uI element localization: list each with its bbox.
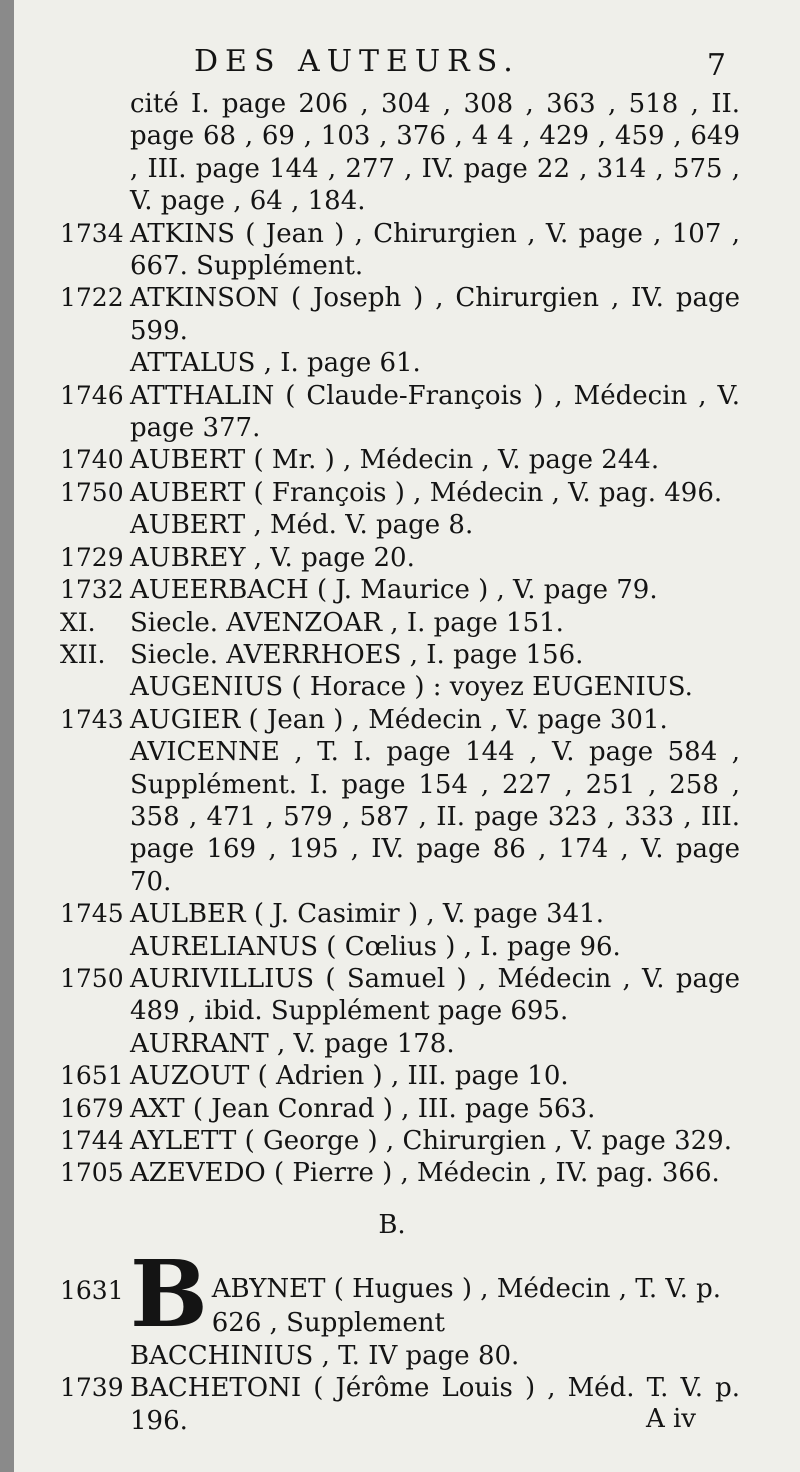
entry-year: 1734 (60, 218, 124, 248)
entry-text: Siecle. AVENZOAR , I. page 151. (130, 607, 564, 638)
index-entry (14, 88, 800, 218)
running-header (14, 44, 800, 84)
entry-text: AXT ( Jean Conrad ) , III. page 563. (130, 1093, 596, 1124)
index-entry (14, 607, 800, 639)
entry-year: XII. (60, 639, 106, 669)
entry-text: AULBER ( J. Casimir ) , V. page 341. (130, 899, 604, 930)
entry-text: AUEERBACH ( J. Maurice ) , V. page 79. (130, 575, 658, 606)
entry-text: ATTHALIN ( Claude-François ) , Médecin , V. page 377. (130, 380, 740, 444)
entry-year: 1651 (60, 1061, 124, 1091)
entry-text: BACCHINIUS , T. IV page 80. (130, 1340, 520, 1371)
entry-text: AUGIER ( Jean ) , Médecin , V. page 301. (130, 704, 668, 735)
entry-text: BACHETONI ( Jérôme Louis ) , Méd. T. V. p. 196. (130, 1373, 740, 1436)
index-entry (14, 218, 800, 283)
index-entry (14, 1340, 800, 1372)
author-index-list (14, 88, 800, 1437)
entry-text: AUBERT , Méd. V. page 8. (130, 510, 474, 541)
entry-year: 1739 (60, 1373, 124, 1403)
entry-year: 1746 (60, 380, 124, 410)
index-entry (14, 574, 800, 606)
index-entry (14, 898, 800, 930)
index-entry (14, 1028, 800, 1060)
entry-text: AURIVILLIUS ( Samuel ) , Médecin , V. page 489 , ibid. Supplément page 695. (130, 963, 740, 1027)
page-number: 7 (706, 48, 726, 83)
entry-text: ATKINS ( Jean ) , Chirurgien , V. page , 107 , 667. Supplément. (130, 218, 740, 282)
index-entry (14, 704, 800, 736)
entry-year: 1740 (60, 445, 124, 475)
entry-year: 1745 (60, 899, 124, 929)
book-page (14, 0, 800, 1472)
entry-year: XI. (60, 607, 96, 637)
entry-year: 1743 (60, 704, 124, 734)
entry-text: AUGENIUS ( Horace ) : voyez EUGENIUS. (130, 672, 693, 703)
entry-text: AUBREY , V. page 20. (130, 542, 415, 573)
entry-text: AURRANT , V. page 178. (130, 1028, 455, 1059)
index-entry (14, 347, 800, 379)
index-entry (14, 1125, 800, 1157)
entry-text: AURELIANUS ( Cœlius ) , I. page 96. (130, 931, 621, 962)
entry-year: 1729 (60, 542, 124, 572)
entry-text: AUZOUT ( Adrien ) , III. page 10. (130, 1061, 569, 1092)
index-entry (14, 931, 800, 963)
entry-text: ATKINSON ( Joseph ) , Chirurgien , IV. page 599. (130, 283, 740, 346)
index-entry (14, 282, 800, 347)
index-entry (14, 963, 800, 1028)
entry-year: 1750 (60, 477, 124, 507)
entry-year: 1744 (60, 1126, 124, 1155)
index-entry (14, 1157, 800, 1189)
entry-year: 1722 (60, 283, 124, 313)
index-entry (14, 736, 800, 898)
index-entry (14, 380, 800, 445)
drop-capital: B (130, 1239, 208, 1348)
index-entry (14, 444, 800, 476)
entry-year: 1750 (60, 963, 124, 993)
index-entry (14, 1060, 800, 1092)
index-entry (14, 1093, 800, 1125)
entry-year: 1679 (60, 1093, 124, 1123)
entry-text: cité I. page 206 , 304 , 308 , 363 , 518 , II. page 68 , 69 , 103 , 376 , 4 4 , 429 , 459 , 649 , III. page 144 , 277 , IV. page 22 , 314 , 575 , V. page , 64 , 184. (130, 89, 740, 217)
index-entry (14, 542, 800, 574)
entry-text: AUBERT ( François ) , Médecin , V. pag. 496. (130, 477, 723, 508)
section-heading-b: B. (378, 1209, 406, 1240)
index-entry (14, 477, 800, 509)
header-title: DES AUTEURS. (194, 44, 520, 79)
index-entry (14, 671, 800, 703)
entry-text: AUBERT ( Mr. ) , Médecin , V. page 244. (130, 445, 660, 476)
index-entry (14, 509, 800, 541)
entry-text: AZEVEDO ( Pierre ) , Médecin , IV. pag. 366. (130, 1158, 720, 1189)
entry-text: ABYNET ( Hugues ) , Médecin , T. V. p. 626 , Supplement (211, 1273, 722, 1338)
entry-year: 1732 (60, 575, 124, 605)
entry-text: AYLETT ( George ) , Chirurgien , V. page 329. (130, 1126, 732, 1156)
entry-year: 1631 (60, 1275, 124, 1305)
entry-text: ATTALUS , I. page 61. (130, 348, 421, 379)
index-entry-dropcap (14, 1239, 800, 1348)
entry-text: Siecle. AVERRHOES , I. page 156. (130, 639, 584, 670)
signature-mark: A iv (645, 1404, 696, 1434)
index-entry (14, 639, 800, 671)
entry-year: 1705 (60, 1158, 124, 1188)
entry-text: AVICENNE , T. I. page 144 , V. page 584 , Supplément. I. page 154 , 227 , 251 , 258 , 358 , 471 , 579 , 587 , II. page 323 , 333 , III. page 169 , 195 , IV. page 86 , 174 , V. page 70. (130, 737, 740, 897)
